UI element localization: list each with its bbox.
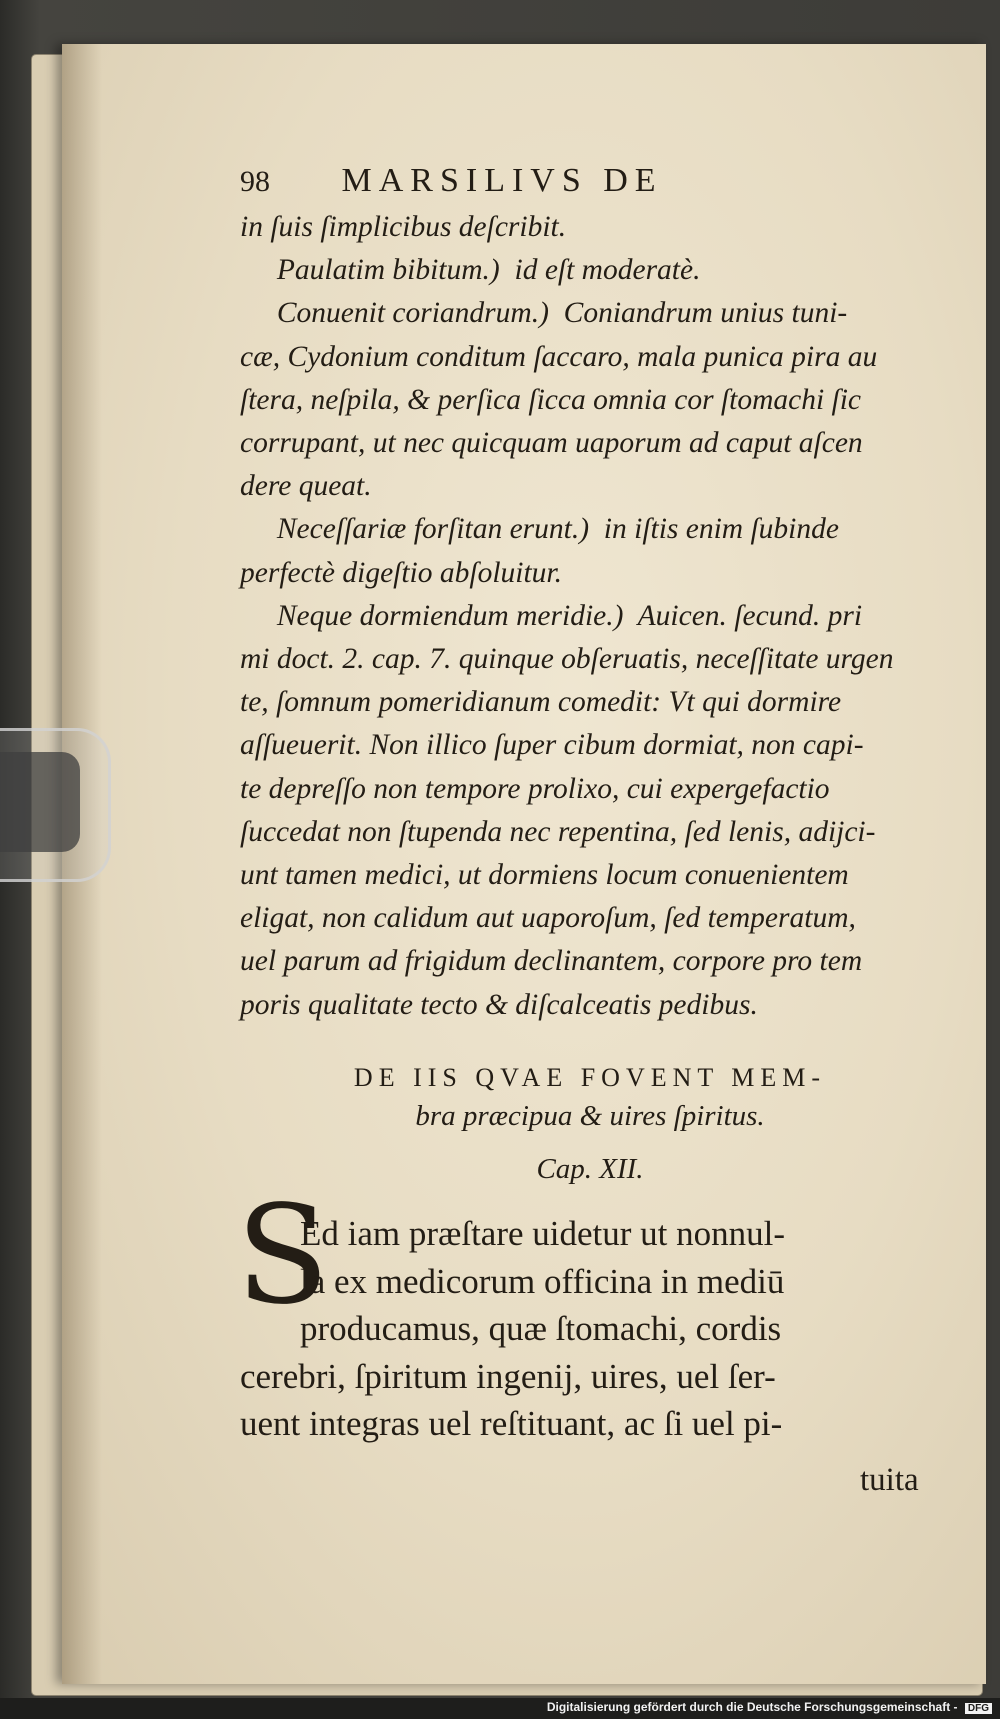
chapter-text	[240, 1210, 940, 1448]
commentary-text	[240, 206, 940, 1027]
text-line: corrupant, ut nec quicquam uaporum ad caput aſcen	[240, 427, 863, 460]
text-line: perfectè digeſtio abſoluitur.	[240, 556, 562, 589]
text-line: te depreſſo non tempore prolixo, cui expergefactio	[240, 772, 830, 805]
text-line: la ex medicorum officina in mediū	[300, 1261, 785, 1301]
text-line: uel parum ad frigidum declinantem, corpore pro tem	[240, 945, 863, 978]
text-line: aſſueuerit. Non illico ſuper cibum dormiat, non capi-	[240, 729, 864, 762]
chapter-heading: DE IIS QVAE FOVENT MEM-	[353, 1063, 827, 1092]
text-line: unt tamen medici, ut dormiens locum conuenientem	[240, 859, 849, 892]
text-line: cerebri, ſpiritum ingenij, uires, uel ſer-	[240, 1356, 776, 1396]
text-line: cæ, Cydonium conditum ſaccaro, mala punica pira au	[240, 340, 878, 373]
dfg-logo: DFG	[965, 1703, 992, 1714]
chapter-subheading: bra præcipua & uires ſpiritus.	[415, 1100, 765, 1132]
text-line: Ed iam præſtare uidetur ut nonnul-	[300, 1214, 786, 1253]
credit-text: Digitalisierung gefördert durch die Deutsche Forschungsgemeinschaft -	[546, 1700, 958, 1714]
page-holder-clip	[0, 728, 111, 882]
chapter-number: Cap. XII.	[536, 1153, 644, 1185]
catchword: tuita	[860, 1462, 919, 1498]
page-number: 98	[240, 165, 270, 198]
text-line: Paulatim bibitum.) id eſt moderatè.	[240, 254, 701, 287]
text-line: ſtera, neſpila, & perſica ſicca omnia cor ſtomachi ſic	[240, 383, 862, 416]
text-line: eligat, non calidum aut uaporoſum, ſed temperatum,	[240, 902, 856, 935]
running-header	[240, 162, 800, 200]
text-line: Conuenit coriandrum.) Coniandrum unius tuni-	[240, 297, 848, 330]
text-line: mi doct. 2. cap. 7. quinque obſeruatis, neceſſitate urgen	[240, 643, 894, 676]
text-line: producamus, quæ ſtomachi, cordis	[300, 1309, 782, 1348]
text-line: Neque dormiendum meridie.) Auicen. ſecund. pri	[240, 599, 863, 632]
text-line: Neceſſariæ forſitan erunt.) in iſtis enim ſubinde	[240, 513, 839, 546]
text-line: ſuccedat non ſtupenda nec repentina, ſed lenis, adijci-	[240, 815, 876, 848]
running-title: MARSILIVS DE	[341, 162, 663, 199]
text-line: dere queat.	[240, 470, 372, 503]
text-line: te, ſomnum pomeridianum comedit: Vt qui dormire	[240, 686, 842, 719]
text-line: uent integras uel reſtituant, ac ſi uel pi-	[240, 1404, 783, 1443]
text-line: poris qualitate tecto & diſcalceatis pedibus.	[240, 988, 758, 1021]
drop-cap: S	[236, 1177, 330, 1335]
digitization-credit	[547, 1700, 992, 1714]
text-line: in ſuis ſimplicibus deſcribit.	[240, 211, 567, 243]
